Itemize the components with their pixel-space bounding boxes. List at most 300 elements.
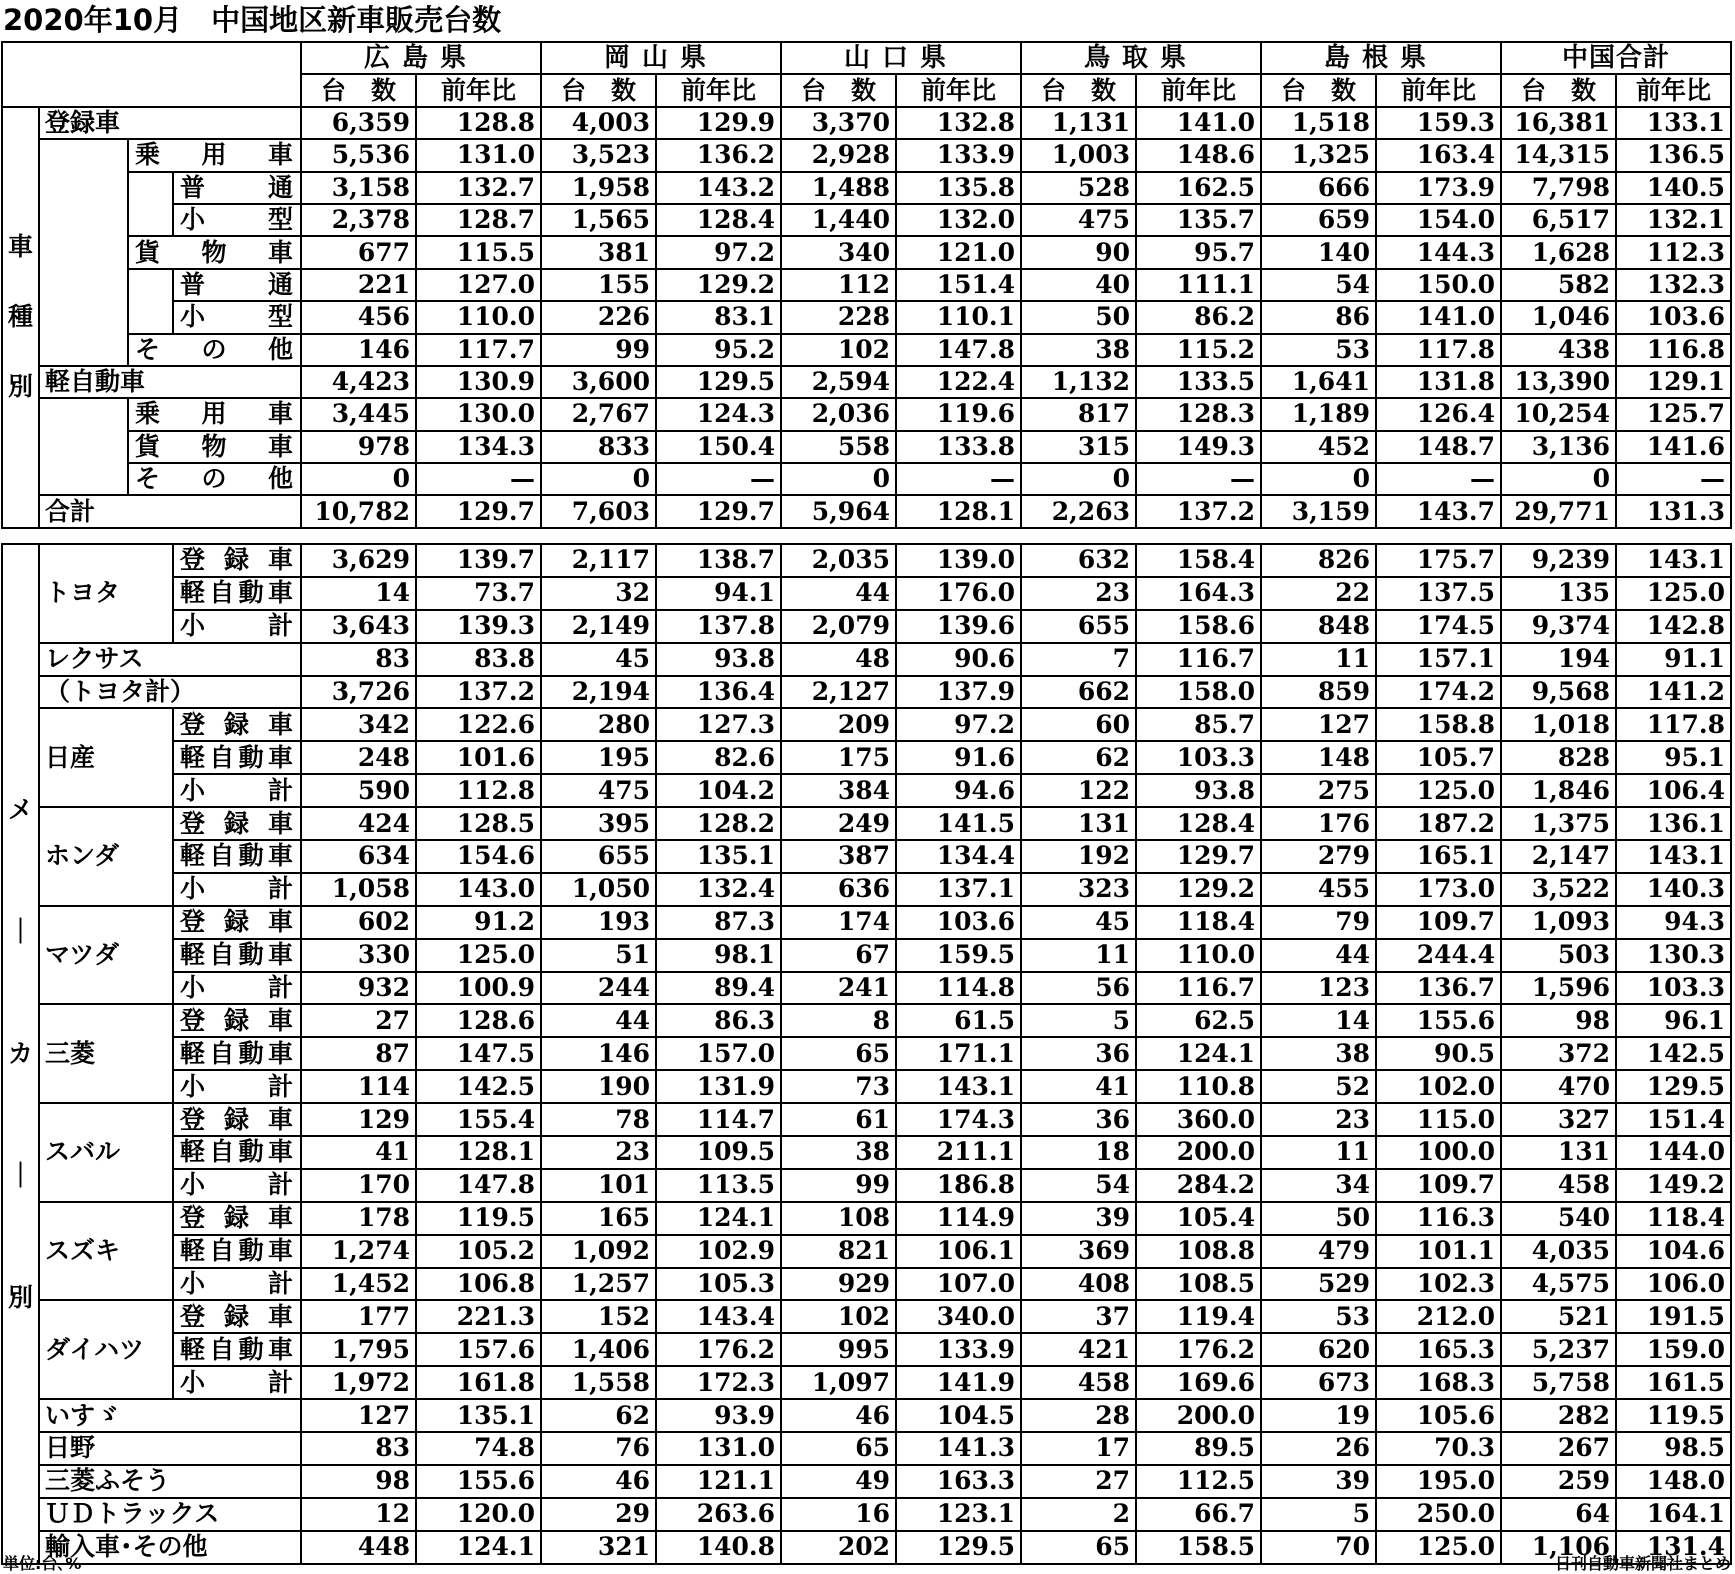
maker-row	[2, 1366, 1731, 1399]
count-cell: 279	[1261, 840, 1376, 873]
count-cell: 438	[1501, 334, 1616, 366]
ratio-cell: 62.5	[1136, 1004, 1261, 1037]
ratio-cell: 164.3	[1136, 577, 1261, 610]
count-cell: 98	[1501, 1004, 1616, 1037]
count-cell: 659	[1261, 204, 1376, 236]
row-type-label: 軽自動車	[173, 1037, 301, 1070]
ratio-cell: 101.6	[416, 741, 541, 774]
ratio-cell: 121.1	[656, 1465, 781, 1498]
count-cell: 1,795	[301, 1333, 416, 1366]
ratio-cell: 135.8	[896, 172, 1021, 204]
count-cell: 1,958	[541, 172, 656, 204]
count-cell: 6,517	[1501, 204, 1616, 236]
ratio-cell: 162.5	[1136, 172, 1261, 204]
count-header: 台 数	[1501, 74, 1616, 106]
count-cell: 36	[1021, 1037, 1136, 1070]
vehicle-type-row	[2, 463, 1731, 495]
ratio-cell: 158.5	[1136, 1531, 1261, 1564]
count-cell: 7	[1021, 643, 1136, 676]
count-header: 台 数	[541, 74, 656, 106]
count-cell: 2,079	[781, 610, 896, 643]
count-cell: 18	[1021, 1136, 1136, 1169]
row-type-label: 軽自動車	[173, 1235, 301, 1268]
vehicle-type-table	[1, 41, 1732, 529]
count-cell: 83	[301, 643, 416, 676]
count-cell: 826	[1261, 544, 1376, 577]
ratio-cell: 137.2	[416, 676, 541, 709]
count-cell: 381	[541, 236, 656, 268]
count-cell: 29	[541, 1498, 656, 1531]
count-cell: 23	[1261, 1103, 1376, 1136]
ratio-cell: 124.1	[416, 1531, 541, 1564]
ratio-cell: 112.8	[416, 774, 541, 807]
ratio-header: 前年比	[1616, 74, 1731, 106]
maker-row	[2, 939, 1731, 972]
count-cell: 34	[1261, 1169, 1376, 1202]
ratio-cell: 171.1	[896, 1037, 1021, 1070]
count-cell: 152	[541, 1300, 656, 1333]
count-cell: 45	[1021, 906, 1136, 939]
ratio-cell: 94.3	[1616, 906, 1731, 939]
count-cell: 340	[781, 236, 896, 268]
vehicle-type-row	[2, 334, 1731, 366]
ratio-cell: 125.7	[1616, 398, 1731, 430]
ratio-cell: 83.1	[656, 301, 781, 333]
ratio-cell: 136.7	[1376, 972, 1501, 1005]
count-cell: 64	[1501, 1498, 1616, 1531]
count-cell: 315	[1021, 431, 1136, 463]
prefecture-header: 島根県	[1261, 42, 1501, 74]
count-cell: 46	[541, 1465, 656, 1498]
ratio-cell: 108.5	[1136, 1268, 1261, 1301]
ratio-cell: 165.3	[1376, 1333, 1501, 1366]
count-cell: 28	[1021, 1399, 1136, 1432]
ratio-cell: 129.7	[656, 495, 781, 527]
count-cell: 146	[301, 334, 416, 366]
ratio-cell: 150.0	[1376, 269, 1501, 301]
ratio-cell: 244.4	[1376, 939, 1501, 972]
count-cell: 9,239	[1501, 544, 1616, 577]
side-label-char: メ	[7, 794, 33, 824]
ratio-cell: 143.1	[1616, 544, 1731, 577]
maker-row	[2, 1004, 1731, 1037]
count-cell: 372	[1501, 1037, 1616, 1070]
ratio-cell: 211.1	[896, 1136, 1021, 1169]
ratio-cell: 158.8	[1376, 708, 1501, 741]
prefecture-header: 中国合計	[1501, 42, 1731, 74]
row-type-label: 軽自動車	[173, 1136, 301, 1169]
ratio-cell: 105.2	[416, 1235, 541, 1268]
header-corner	[2, 42, 301, 107]
ratio-cell: 141.9	[896, 1366, 1021, 1399]
count-header: 台 数	[781, 74, 896, 106]
ratio-cell: 143.7	[1376, 495, 1501, 527]
count-cell: 1,097	[781, 1366, 896, 1399]
ratio-cell: 98.5	[1616, 1432, 1731, 1465]
maker-row	[2, 1432, 1731, 1465]
ratio-cell: 128.1	[896, 495, 1021, 527]
indent-cell	[128, 301, 173, 333]
count-cell: 1,406	[541, 1333, 656, 1366]
vehicle-type-row	[2, 366, 1731, 398]
maker-row	[2, 643, 1731, 676]
ratio-cell: 109.7	[1376, 906, 1501, 939]
ratio-cell: 115.0	[1376, 1103, 1501, 1136]
count-cell: 655	[1021, 610, 1136, 643]
count-cell: 424	[301, 807, 416, 840]
row-type-label: 小計	[173, 610, 301, 643]
count-cell: 61	[781, 1103, 896, 1136]
ratio-cell: 143.1	[896, 1070, 1021, 1103]
ratio-cell: 155.4	[416, 1103, 541, 1136]
count-cell: 23	[541, 1136, 656, 1169]
count-cell: 13,390	[1501, 366, 1616, 398]
ratio-cell: 360.0	[1136, 1103, 1261, 1136]
ratio-cell: 117.7	[416, 334, 541, 366]
ratio-cell: 122.6	[416, 708, 541, 741]
count-cell: 503	[1501, 939, 1616, 972]
count-cell: 5	[1021, 1004, 1136, 1037]
ratio-cell: 176.2	[1136, 1333, 1261, 1366]
count-cell: 0	[1501, 463, 1616, 495]
ratio-cell: 129.9	[656, 107, 781, 139]
count-cell: 102	[781, 334, 896, 366]
count-cell: 11	[1261, 643, 1376, 676]
ratio-cell: 172.3	[656, 1366, 781, 1399]
ratio-cell: 139.3	[416, 610, 541, 643]
count-cell: 2,149	[541, 610, 656, 643]
count-cell: 108	[781, 1202, 896, 1235]
count-cell: 102	[781, 1300, 896, 1333]
indent-cell	[128, 269, 173, 301]
count-cell: 3,726	[301, 676, 416, 709]
ratio-cell: 174.5	[1376, 610, 1501, 643]
ratio-cell: 123.1	[896, 1498, 1021, 1531]
vehicle-type-row	[2, 301, 1731, 333]
ratio-cell: 128.3	[1136, 398, 1261, 430]
ratio-cell: 109.5	[656, 1136, 781, 1169]
ratio-cell: 90.5	[1376, 1037, 1501, 1070]
count-cell: 267	[1501, 1432, 1616, 1465]
count-cell: 2,378	[301, 204, 416, 236]
ratio-cell: 157.0	[656, 1037, 781, 1070]
ratio-cell: 116.7	[1136, 972, 1261, 1005]
ratio-cell: —	[1136, 463, 1261, 495]
ratio-cell: 131.3	[1616, 495, 1731, 527]
ratio-cell: 173.0	[1376, 873, 1501, 906]
ratio-cell: 187.2	[1376, 807, 1501, 840]
indent-cell	[128, 204, 173, 236]
count-cell: 259	[1501, 1465, 1616, 1498]
count-cell: 221	[301, 269, 416, 301]
count-cell: 50	[1021, 301, 1136, 333]
maker-label: 三菱ふそう	[39, 1465, 301, 1498]
count-cell: 226	[541, 301, 656, 333]
count-cell: 27	[1021, 1465, 1136, 1498]
count-cell: 458	[1021, 1366, 1136, 1399]
subcategory-label: その他	[128, 334, 301, 366]
maker-label: いすゞ	[39, 1399, 301, 1432]
ratio-cell: 93.8	[1136, 774, 1261, 807]
maker-label: ホンダ	[39, 807, 173, 906]
count-cell: 165	[541, 1202, 656, 1235]
count-cell: 177	[301, 1300, 416, 1333]
ratio-cell: 284.2	[1136, 1169, 1261, 1202]
count-cell: 282	[1501, 1399, 1616, 1432]
count-cell: 112	[781, 269, 896, 301]
count-cell: 53	[1261, 334, 1376, 366]
count-cell: 190	[541, 1070, 656, 1103]
ratio-cell: 82.6	[656, 741, 781, 774]
count-cell: 408	[1021, 1268, 1136, 1301]
count-cell: 521	[1501, 1300, 1616, 1333]
ratio-cell: 147.8	[416, 1169, 541, 1202]
count-cell: 101	[541, 1169, 656, 1202]
count-cell: 655	[541, 840, 656, 873]
count-cell: 62	[1021, 741, 1136, 774]
count-cell: 27	[301, 1004, 416, 1037]
ratio-cell: 158.6	[1136, 610, 1261, 643]
maker-label: 三菱	[39, 1004, 173, 1103]
ratio-cell: 112.3	[1616, 236, 1731, 268]
count-cell: 7,798	[1501, 172, 1616, 204]
ratio-cell: 128.5	[416, 807, 541, 840]
ratio-cell: 136.5	[1616, 139, 1731, 171]
count-cell: 54	[1021, 1169, 1136, 1202]
row-type-label: 登録車	[173, 1202, 301, 1235]
count-cell: 19	[1261, 1399, 1376, 1432]
indent-cell	[39, 172, 128, 204]
indent-cell	[39, 301, 128, 333]
ratio-cell: 157.6	[416, 1333, 541, 1366]
ratio-cell: 137.8	[656, 610, 781, 643]
count-cell: 114	[301, 1070, 416, 1103]
count-cell: 590	[301, 774, 416, 807]
side-label-char: ｜	[7, 1160, 33, 1190]
ratio-cell: 106.4	[1616, 774, 1731, 807]
count-cell: 53	[1261, 1300, 1376, 1333]
ratio-cell: 100.0	[1376, 1136, 1501, 1169]
row-type-label: 登録車	[173, 544, 301, 577]
count-cell: 26	[1261, 1432, 1376, 1465]
count-cell: 636	[781, 873, 896, 906]
count-cell: 1,093	[1501, 906, 1616, 939]
ratio-cell: 155.6	[1376, 1004, 1501, 1037]
ratio-cell: 133.9	[896, 1333, 1021, 1366]
count-cell: 4,003	[541, 107, 656, 139]
count-cell: 14	[301, 577, 416, 610]
ratio-cell: 129.1	[1616, 366, 1731, 398]
count-cell: 3,643	[301, 610, 416, 643]
maker-row	[2, 840, 1731, 873]
vehicle-type-row	[2, 172, 1731, 204]
count-cell: 1,846	[1501, 774, 1616, 807]
ratio-header: 前年比	[1136, 74, 1261, 106]
indent-cell	[39, 334, 128, 366]
count-cell: 44	[1261, 939, 1376, 972]
count-cell: 0	[781, 463, 896, 495]
ratio-cell: 200.0	[1136, 1136, 1261, 1169]
ratio-cell: 155.6	[416, 1465, 541, 1498]
ratio-cell: 134.3	[416, 431, 541, 463]
count-cell: 3,158	[301, 172, 416, 204]
side-label-char: 別	[7, 1282, 33, 1312]
count-cell: 929	[781, 1268, 896, 1301]
ratio-cell: —	[896, 463, 1021, 495]
row-type-label: 軽自動車	[173, 577, 301, 610]
maker-row	[2, 1498, 1731, 1531]
ratio-cell: 83.8	[416, 643, 541, 676]
ratio-cell: 134.4	[896, 840, 1021, 873]
count-cell: 673	[1261, 1366, 1376, 1399]
ratio-cell: 93.9	[656, 1399, 781, 1432]
row-type-label: 登録車	[173, 1300, 301, 1333]
ratio-cell: 144.3	[1376, 236, 1501, 268]
count-cell: 2,928	[781, 139, 896, 171]
ratio-cell: 95.7	[1136, 236, 1261, 268]
count-cell: 11	[1261, 1136, 1376, 1169]
ratio-cell: 117.8	[1616, 708, 1731, 741]
row-type-label: 登録車	[173, 708, 301, 741]
count-cell: 1,132	[1021, 366, 1136, 398]
indent-cell	[39, 139, 128, 171]
count-cell: 86	[1261, 301, 1376, 333]
count-cell: 540	[1501, 1202, 1616, 1235]
count-cell: 79	[1261, 906, 1376, 939]
count-cell: 327	[1501, 1103, 1616, 1136]
ratio-cell: 125.0	[1616, 577, 1731, 610]
ratio-cell: 161.5	[1616, 1366, 1731, 1399]
ratio-cell: 158.0	[1136, 676, 1261, 709]
maker-row	[2, 577, 1731, 610]
ratio-cell: 110.0	[1136, 939, 1261, 972]
ratio-cell: 149.3	[1136, 431, 1261, 463]
indent-cell	[39, 431, 128, 463]
ratio-cell: 106.0	[1616, 1268, 1731, 1301]
ratio-cell: 137.1	[896, 873, 1021, 906]
count-cell: 529	[1261, 1268, 1376, 1301]
count-cell: 122	[1021, 774, 1136, 807]
count-cell: 194	[1501, 643, 1616, 676]
row-type-label: 小計	[173, 1268, 301, 1301]
count-cell: 38	[1021, 334, 1136, 366]
count-cell: 32	[541, 577, 656, 610]
count-cell: 244	[541, 972, 656, 1005]
row-type-label: 登録車	[173, 906, 301, 939]
prefecture-header: 岡山県	[541, 42, 781, 74]
ratio-cell: 89.4	[656, 972, 781, 1005]
count-cell: 51	[541, 939, 656, 972]
side-label-char: カ	[7, 1038, 33, 1068]
subcategory-label: その他	[128, 463, 301, 495]
ratio-cell: 94.6	[896, 774, 1021, 807]
count-cell: 479	[1261, 1235, 1376, 1268]
prefecture-header: 鳥取県	[1021, 42, 1261, 74]
ratio-cell: 113.5	[656, 1169, 781, 1202]
count-cell: 192	[1021, 840, 1136, 873]
indent-cell	[128, 172, 173, 204]
count-cell: 1,440	[781, 204, 896, 236]
ratio-cell: 133.9	[896, 139, 1021, 171]
ratio-cell: 139.0	[896, 544, 1021, 577]
count-cell: 470	[1501, 1070, 1616, 1103]
count-cell: 99	[781, 1169, 896, 1202]
ratio-cell: 148.0	[1616, 1465, 1731, 1498]
count-cell: 3,136	[1501, 431, 1616, 463]
count-cell: 1,452	[301, 1268, 416, 1301]
count-cell: 90	[1021, 236, 1136, 268]
vehicle-type-row	[2, 139, 1731, 171]
header-row-prefectures	[2, 42, 1731, 74]
ratio-cell: 116.8	[1616, 334, 1731, 366]
count-cell: 384	[781, 774, 896, 807]
ratio-cell: 124.1	[1136, 1037, 1261, 1070]
count-cell: 662	[1021, 676, 1136, 709]
ratio-cell: 147.8	[896, 334, 1021, 366]
ratio-cell: —	[416, 463, 541, 495]
count-cell: 48	[781, 643, 896, 676]
ratio-cell: 86.2	[1136, 301, 1261, 333]
count-cell: 4,423	[301, 366, 416, 398]
ratio-cell: 87.3	[656, 906, 781, 939]
side-label-char: 車	[7, 232, 33, 262]
count-cell: 37	[1021, 1300, 1136, 1333]
count-cell: 5	[1261, 1498, 1376, 1531]
count-cell: 16	[781, 1498, 896, 1531]
ratio-cell: 143.2	[656, 172, 781, 204]
ratio-cell: 131.8	[1376, 366, 1501, 398]
ratio-cell: 140.3	[1616, 873, 1731, 906]
ratio-cell: —	[1376, 463, 1501, 495]
ratio-cell: 250.0	[1376, 1498, 1501, 1531]
ratio-cell: 102.9	[656, 1235, 781, 1268]
count-header: 台 数	[1261, 74, 1376, 106]
count-cell: 1,518	[1261, 107, 1376, 139]
row-type-label: 登録車	[173, 1103, 301, 1136]
count-cell: 228	[781, 301, 896, 333]
count-cell: 16,381	[1501, 107, 1616, 139]
ratio-cell: 105.4	[1136, 1202, 1261, 1235]
maker-row	[2, 1103, 1731, 1136]
ratio-cell: 141.2	[1616, 676, 1731, 709]
ratio-cell: 128.8	[416, 107, 541, 139]
count-cell: 5,237	[1501, 1333, 1616, 1366]
maker-row	[2, 1235, 1731, 1268]
count-cell: 1,628	[1501, 236, 1616, 268]
size-label: 普通	[173, 269, 301, 301]
ratio-cell: 97.2	[896, 708, 1021, 741]
count-cell: 65	[781, 1432, 896, 1465]
ratio-header: 前年比	[1376, 74, 1501, 106]
ratio-cell: 119.6	[896, 398, 1021, 430]
count-cell: 275	[1261, 774, 1376, 807]
count-cell: 174	[781, 906, 896, 939]
ratio-cell: 90.6	[896, 643, 1021, 676]
side-label-char: 別	[7, 372, 33, 402]
ratio-cell: 149.2	[1616, 1169, 1731, 1202]
ratio-cell: 141.0	[1136, 107, 1261, 139]
count-cell: 821	[781, 1235, 896, 1268]
maker-row	[2, 1268, 1731, 1301]
count-cell: 65	[1021, 1531, 1136, 1564]
ratio-cell: 91.2	[416, 906, 541, 939]
ratio-header: 前年比	[656, 74, 781, 106]
row-type-label: 軽自動車	[173, 939, 301, 972]
count-cell: 828	[1501, 741, 1616, 774]
count-cell: 2,035	[781, 544, 896, 577]
ratio-cell: 118.4	[1136, 906, 1261, 939]
count-cell: 49	[781, 1465, 896, 1498]
